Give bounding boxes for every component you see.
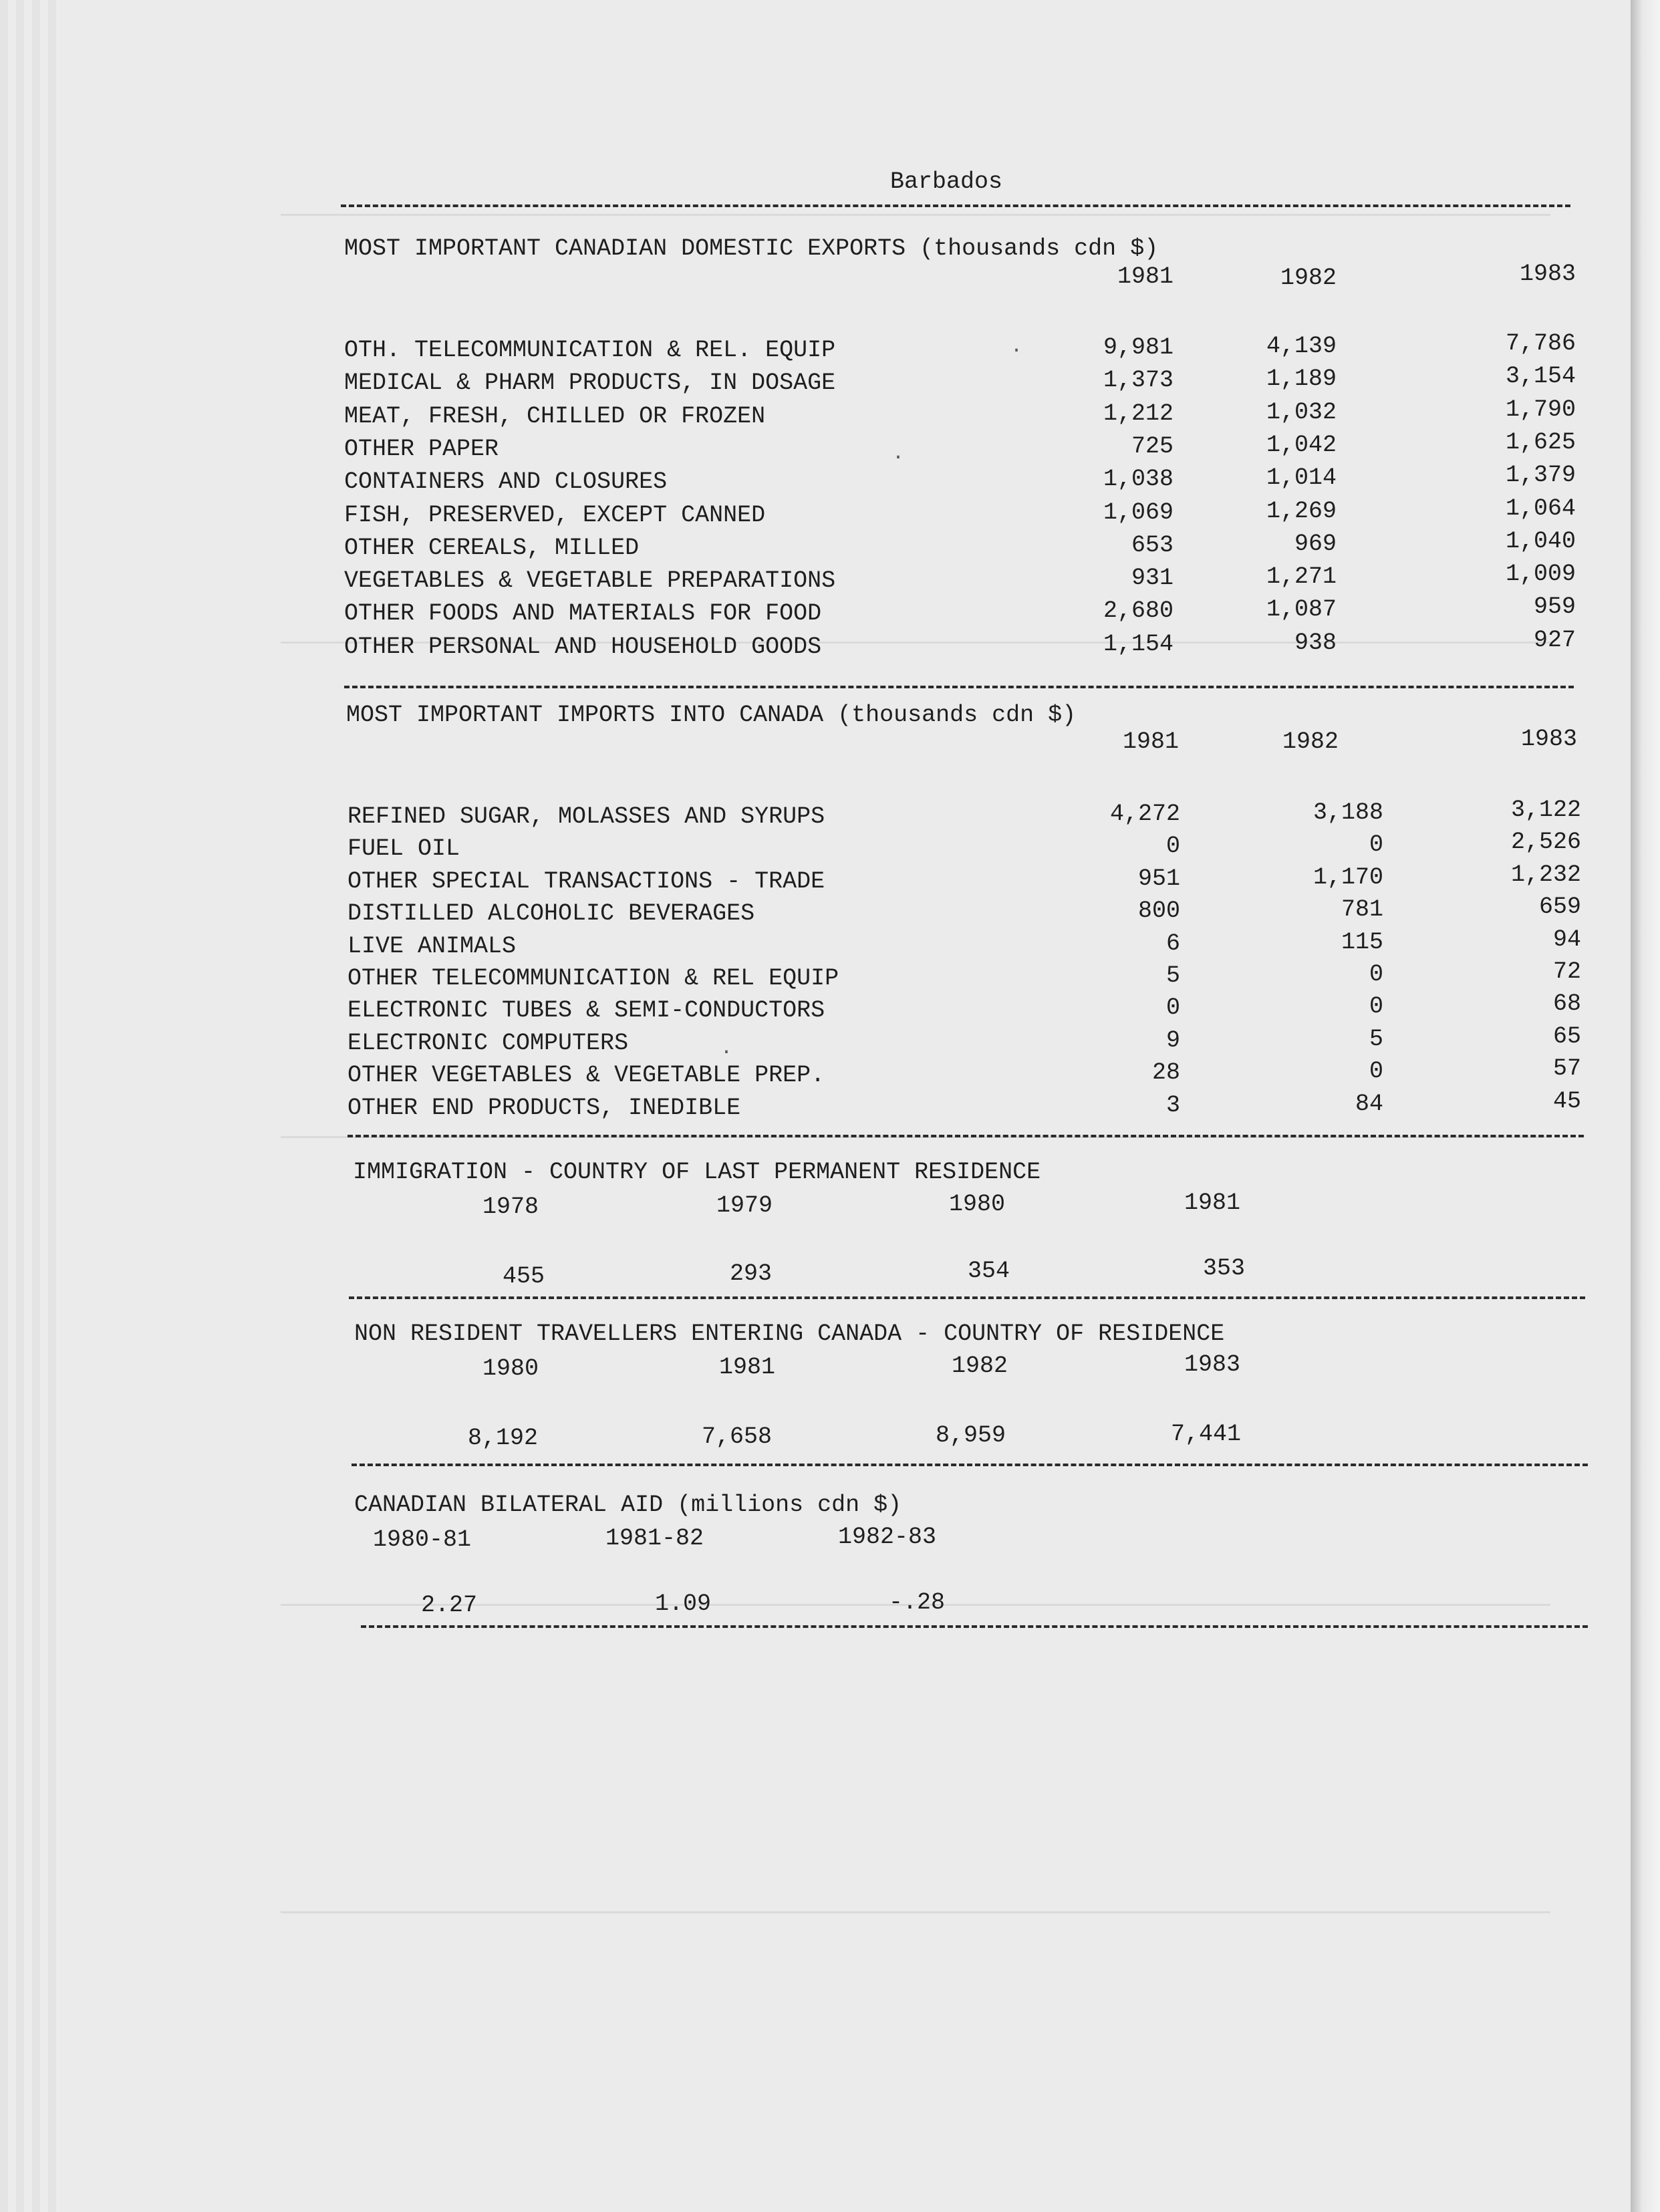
scan-speck: · [892,446,905,469]
travellers-title: NON RESIDENT TRAVELLERS ENTERING CANADA - COUNTRY OF RESIDENCE [354,1321,1225,1347]
imports-value-1982: 115 [1341,929,1383,956]
exports-title: MOST IMPORTANT CANADIAN DOMESTIC EXPORTS (thousands cdn $) [344,235,1159,262]
travellers-year: 1982 [952,1353,1008,1379]
imports-value-1983: 65 [1552,1023,1581,1050]
imports-value-1983: 3,122 [1510,797,1581,823]
imports-row-label: LIVE ANIMALS [348,933,517,960]
section-separator [352,1464,1588,1466]
exports-row-label: OTHER CEREALS, MILLED [344,535,640,561]
imports-value-1982: 0 [1369,961,1383,988]
imports-row-label: REFINED SUGAR, MOLASSES AND SYRUPS [348,803,825,830]
exports-value-1983: 1,009 [1505,561,1576,587]
imports-title: MOST IMPORTANT IMPORTS INTO CANADA (thousands cdn $) [346,702,1077,728]
section-separator [344,686,1574,688]
travellers-year: 1980 [482,1355,539,1382]
imports-value-1982: 0 [1369,1058,1383,1085]
exports-value-1983: 959 [1533,593,1576,620]
travellers-value: 8,192 [468,1425,539,1451]
immigration-title: IMMIGRATION - COUNTRY OF LAST PERMANENT RESIDENCE [353,1159,1041,1186]
exports-value-1981: 1,212 [1103,400,1173,427]
exports-row-label: MEDICAL & PHARM PRODUCTS, IN DOSAGE [344,370,836,396]
exports-value-1982: 969 [1294,531,1337,557]
exports-value-1983: 1,040 [1505,528,1576,555]
imports-value-1982: 0 [1369,993,1383,1020]
exports-value-1983: 927 [1533,627,1576,654]
travellers-value: 7,658 [702,1423,773,1450]
page-title: Barbados [890,168,1003,195]
exports-row-label: FISH, PRESERVED, EXCEPT CANNED [344,502,766,529]
imports-row-label: OTHER END PRODUCTS, INEDIBLE [348,1095,741,1121]
imports-value-1983: 94 [1552,926,1581,953]
imports-row-label: ELECTRONIC TUBES & SEMI-CONDUCTORS [348,997,825,1024]
immigration-value: 354 [968,1258,1010,1284]
imports-value-1983: 72 [1552,958,1581,985]
section-separator [341,204,1570,207]
section-separator [349,1296,1585,1299]
imports-row-label: OTHER VEGETABLES & VEGETABLE PREP. [348,1062,825,1089]
imports-row-label: OTHER TELECOMMUNICATION & REL EQUIP [348,965,839,992]
exports-value-1983: 1,790 [1505,396,1576,423]
aid-year: 1981-82 [605,1525,704,1552]
exports-value-1981: 1,038 [1103,466,1173,493]
immigration-year: 1979 [716,1192,773,1219]
exports-value-1981: 653 [1131,532,1173,559]
aid-value: 2.27 [421,1592,478,1619]
imports-value-1983: 1,232 [1510,861,1581,888]
aid-value: 1.09 [655,1591,712,1617]
imports-value-1983: 659 [1538,893,1581,920]
aid-title: CANADIAN BILATERAL AID (millions cdn $) [354,1492,902,1518]
page-binding-shadow [1631,0,1660,2212]
imports-year-header: 1983 [1520,726,1577,752]
imports-row-label: FUEL OIL [348,835,460,862]
exports-year-header: 1983 [1519,261,1576,287]
imports-value-1981: 951 [1137,865,1180,892]
exports-value-1981: 931 [1131,565,1173,591]
immigration-year: 1981 [1184,1190,1241,1216]
exports-value-1981: 9,981 [1103,334,1173,361]
exports-row-label: OTHER PAPER [344,436,499,462]
imports-value-1982: 1,170 [1312,864,1383,891]
immigration-value: 353 [1203,1255,1246,1282]
exports-value-1981: 725 [1131,433,1173,460]
exports-value-1982: 938 [1294,630,1337,656]
exports-row-label: CONTAINERS AND CLOSURES [344,468,668,495]
scan-speck: · [720,1041,733,1064]
immigration-value: 293 [730,1260,773,1287]
exports-value-1982: 1,269 [1266,498,1337,525]
exports-value-1981: 1,154 [1103,631,1173,658]
exports-value-1983: 1,379 [1505,462,1576,489]
imports-value-1981: 0 [1165,833,1180,859]
exports-value-1983: 3,154 [1505,363,1576,390]
exports-value-1981: 2,680 [1103,597,1173,624]
imports-value-1981: 9 [1165,1027,1180,1054]
exports-value-1983: 1,625 [1505,429,1576,456]
stacked-page-edges [0,0,60,2212]
imports-value-1981: 3 [1165,1092,1180,1119]
immigration-year: 1978 [482,1194,539,1220]
exports-value-1982: 1,087 [1266,596,1337,623]
exports-value-1981: 1,069 [1103,499,1173,526]
aid-year: 1982-83 [838,1524,937,1550]
exports-value-1982: 1,032 [1266,399,1337,426]
imports-year-header: 1982 [1282,728,1339,755]
imports-value-1983: 68 [1552,990,1581,1017]
imports-value-1982: 0 [1369,831,1383,858]
imports-value-1983: 45 [1552,1088,1581,1115]
exports-value-1983: 7,786 [1505,330,1576,357]
immigration-year: 1980 [949,1191,1006,1218]
exports-value-1982: 1,042 [1266,432,1337,458]
imports-value-1983: 57 [1552,1055,1581,1082]
imports-value-1982: 781 [1341,896,1383,923]
travellers-value: 7,441 [1171,1421,1242,1447]
imports-row-label: OTHER SPECIAL TRANSACTIONS - TRADE [348,868,825,895]
imports-year-header: 1981 [1122,728,1179,755]
imports-value-1982: 5 [1369,1026,1383,1053]
exports-row-label: MEAT, FRESH, CHILLED OR FROZEN [344,403,766,430]
section-separator [361,1625,1588,1628]
imports-row-label: ELECTRONIC COMPUTERS [348,1030,629,1057]
exports-value-1983: 1,064 [1505,495,1576,522]
aid-year: 1980-81 [373,1526,472,1553]
imports-value-1981: 5 [1165,962,1180,989]
exports-value-1982: 1,189 [1266,366,1337,392]
immigration-value: 455 [503,1263,545,1290]
imports-value-1981: 6 [1165,930,1180,957]
imports-value-1981: 4,272 [1109,801,1180,827]
imports-value-1981: 0 [1165,994,1180,1021]
travellers-value: 8,959 [936,1422,1006,1449]
imports-value-1982: 3,188 [1312,799,1383,826]
imports-value-1981: 800 [1137,897,1180,924]
exports-value-1982: 1,014 [1266,464,1337,491]
exports-year-header: 1982 [1280,265,1337,291]
imports-value-1983: 2,526 [1510,829,1581,855]
travellers-year: 1983 [1184,1351,1241,1378]
imports-value-1982: 84 [1355,1091,1383,1117]
travellers-year: 1981 [719,1354,776,1381]
aid-value: -.28 [889,1589,946,1616]
exports-row-label: OTH. TELECOMMUNICATION & REL. EQUIP [344,337,836,364]
exports-year-header: 1981 [1117,263,1173,290]
section-separator [348,1135,1584,1137]
exports-value-1982: 4,139 [1266,333,1337,360]
scan-speck: · [1010,339,1023,362]
exports-row-label: OTHER PERSONAL AND HOUSEHOLD GOODS [344,634,822,660]
imports-value-1981: 28 [1151,1059,1180,1086]
exports-row-label: VEGETABLES & VEGETABLE PREPARATIONS [344,567,836,594]
exports-value-1981: 1,373 [1103,367,1173,394]
imports-row-label: DISTILLED ALCOHOLIC BEVERAGES [348,900,755,927]
exports-row-label: OTHER FOODS AND MATERIALS FOR FOOD [344,600,822,627]
exports-value-1982: 1,271 [1266,563,1337,590]
